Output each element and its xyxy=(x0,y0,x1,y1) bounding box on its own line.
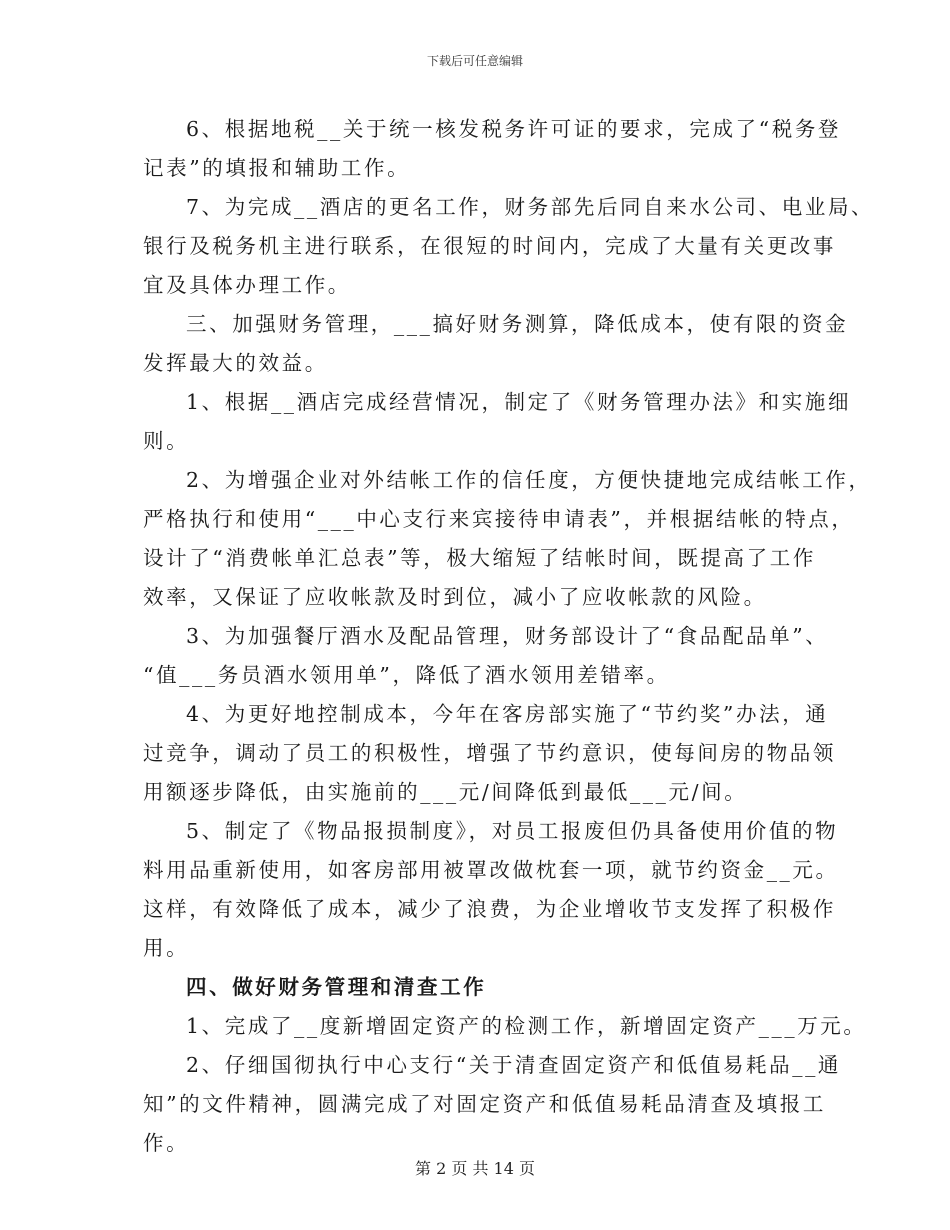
section-heading: 四、做好财务管理和清查工作 xyxy=(186,975,487,999)
text-line: 料用品重新使用，如客房部用被罩改做枕套一项，就节约资金__元。 xyxy=(143,858,839,882)
page-footer: 第 2 页 共 14 页 xyxy=(415,1159,535,1178)
text-line: 过竞争，调动了员工的积极性，增强了节约意识，使每间房的物品领 xyxy=(143,741,836,765)
text-line: 用额逐步降低，由实施前的___元/间降低到最低___元/间。 xyxy=(143,780,748,804)
text-line: 宜及具体办理工作。 xyxy=(143,273,351,297)
text-line: 三、加强财务管理，___搞好财务测算，降低成本，使有限的资金 xyxy=(186,312,849,336)
text-line: 记表”的填报和辅助工作。 xyxy=(143,156,411,180)
text-line: 设计了“消费帐单汇总表”等，极大缩短了结帐时间，既提高了工作 xyxy=(143,546,816,570)
text-line: 这样，有效降低了成本，减少了浪费，为企业增收节支发挥了积极作 xyxy=(143,897,836,921)
text-line: 2、为增强企业对外结帐工作的信任度，方便快捷地完成结帐工作， xyxy=(186,468,872,492)
text-line: 5、制定了《物品报损制度》，对员工报废但仍具备使用价值的物 xyxy=(186,819,839,843)
text-line: 3、为加强餐厅酒水及配品管理，财务部设计了“食品配品单”、 xyxy=(186,624,829,648)
text-line: 作。 xyxy=(143,1131,190,1155)
text-line: 1、完成了__度新增固定资产的检测工作，新增固定资产___万元。 xyxy=(186,1014,867,1038)
text-line: 银行及税务机主进行联系，在很短的时间内，完成了大量有关更改事 xyxy=(143,234,836,258)
text-line: 7、为完成__酒店的更名工作，财务部先后同自来水公司、电业局、 xyxy=(186,195,875,219)
text-line: 严格执行和使用“___中心支行来宾接待申请表”，并根据结帐的特点， xyxy=(143,507,855,531)
text-line: 6、根据地税__关于统一核发税务许可证的要求，完成了“税务登 xyxy=(186,117,842,141)
page-header: 下载后可任意编辑 xyxy=(426,54,523,68)
document-body xyxy=(143,110,875,1163)
text-line: 则。 xyxy=(143,429,190,453)
text-line: 效率，又保证了应收帐款及时到位，减小了应收帐款的风险。 xyxy=(143,585,767,609)
text-line: 1、根据__酒店完成经营情况，制定了《财务管理办法》和实施细 xyxy=(186,390,852,414)
text-line: 4、为更好地控制成本，今年在客房部实施了“节约奖”办法，通 xyxy=(186,702,829,726)
text-line: 用。 xyxy=(143,936,190,960)
text-line: “值___务员酒水领用单”，降低了酒水领用差错率。 xyxy=(143,663,670,687)
text-line: 知”的文件精神，圆满完成了对固定资产和低值易耗品清查及填报工 xyxy=(143,1092,826,1116)
text-line: 2、仔细国彻执行中心支行“关于清查固定资产和低值易耗品__通 xyxy=(186,1053,842,1077)
text-line: 发挥最大的效益。 xyxy=(143,351,328,375)
